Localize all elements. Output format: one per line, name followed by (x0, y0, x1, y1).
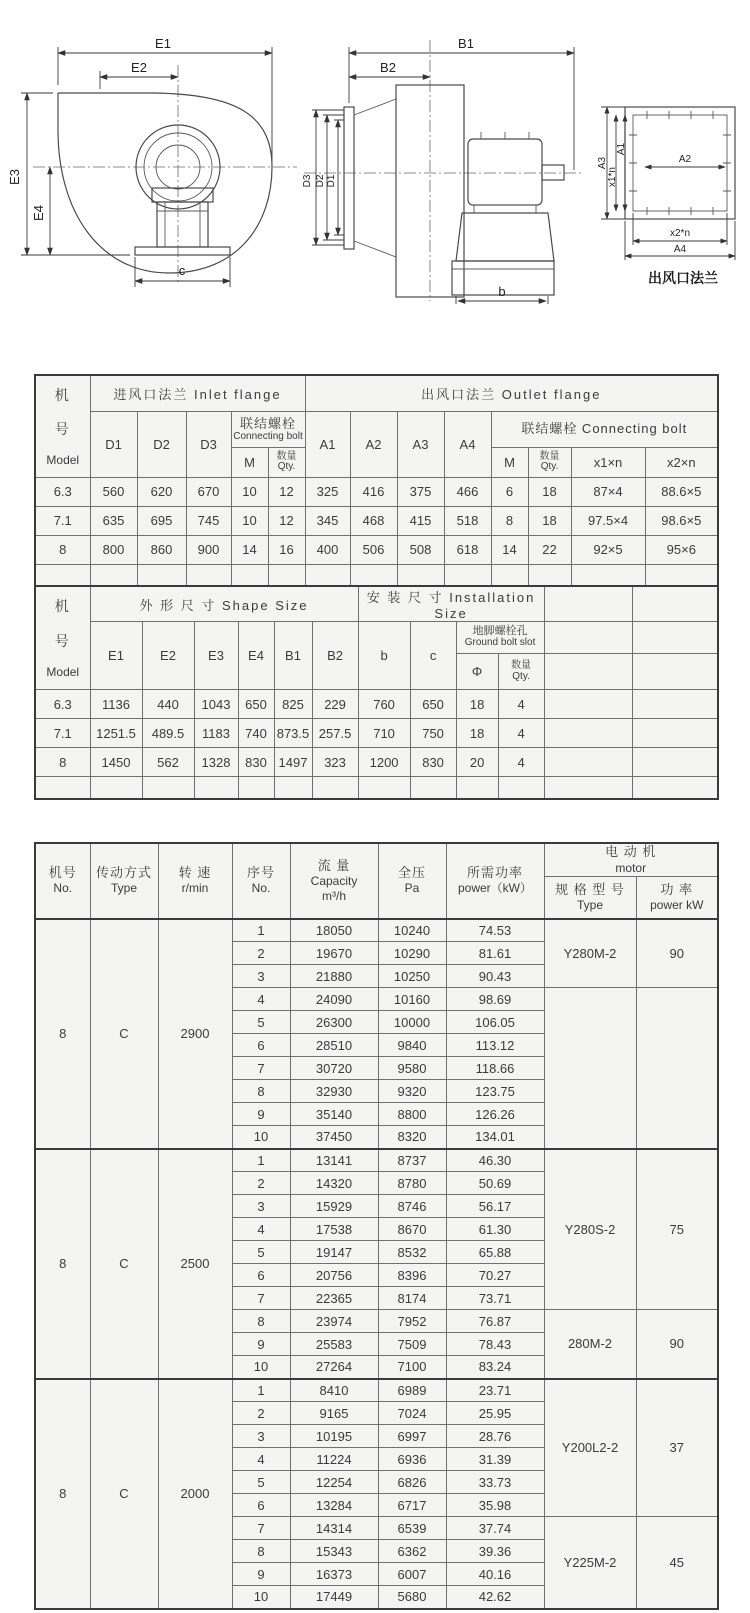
table-row (35, 586, 718, 622)
motor-type-cell: 280M-2 (544, 1310, 636, 1379)
model-header: 机 号 Model (35, 586, 90, 690)
col-header-capacity: 流 量 Capacity m³/h (290, 843, 378, 919)
table-row (35, 622, 718, 654)
empty-cell (544, 654, 632, 690)
group-speed: 2900 (158, 919, 232, 1149)
motor-type-cell (544, 988, 636, 1149)
col-header-a3: A3 (397, 411, 444, 477)
shape-size-header: 外 形 尺 寸 Shape Size (90, 586, 358, 622)
empty-row (35, 564, 718, 586)
table-row: 7.1 1251.5 489.5 1183 740 873.5 257.5 710 750 18 4 (35, 719, 718, 748)
table-row (35, 411, 718, 447)
dim-label-a3: A3 (597, 156, 608, 170)
fan-side-view-drawing (5, 15, 300, 315)
dim-label-e3: E3 (7, 169, 22, 185)
col-header-power: 所需功率 power（kW） (446, 843, 544, 919)
fan-front-view-drawing (296, 15, 586, 305)
col-header-x1n: x1×n (571, 447, 645, 477)
empty-cell (632, 586, 718, 622)
table-row: 6 13284 6717 35.98 (35, 1494, 718, 1517)
col-header-drive-type: 传动方式 Type (90, 843, 158, 919)
col-header-b: b (358, 622, 410, 690)
shape-installation-size-table (34, 585, 719, 800)
motor-type-cell: Y280S-2 (544, 1149, 636, 1310)
dim-label-e4: E4 (31, 205, 46, 221)
group-speed: 2500 (158, 1149, 232, 1379)
col-header-m-inlet: M (231, 447, 268, 477)
col-header-e3: E3 (194, 622, 238, 690)
col-header-m-outlet: M (491, 447, 528, 477)
table-row: 6 28510 9840 113.12 (35, 1034, 718, 1057)
outlet-flange-caption: 出风口法兰 (648, 270, 718, 286)
dim-label-a4: A4 (673, 244, 687, 255)
motor-kw-cell (636, 988, 718, 1149)
motor-kw-cell: 90 (636, 1310, 718, 1379)
col-header-seq: 序号 No. (232, 843, 290, 919)
dim-label-x2n: x2*n (669, 228, 691, 239)
ground-bolt-slot-header: 地脚螺栓孔 Ground bolt slot (456, 622, 544, 654)
table-row: 9 16373 6007 40.16 (35, 1563, 718, 1586)
empty-cell (632, 622, 718, 654)
outlet-flange-drawing (595, 85, 747, 290)
col-header-d3: D3 (186, 411, 231, 477)
col-header-motor-power: 功 率 power kW (636, 877, 718, 919)
outlet-flange-header: 出风口法兰 Outlet flange (305, 375, 718, 411)
col-header-a4: A4 (444, 411, 491, 477)
col-header-e4: E4 (238, 622, 274, 690)
inlet-outlet-flange-table (34, 374, 719, 587)
col-header-c: c (410, 622, 456, 690)
table-row: 3 21880 10250 90.43 (35, 965, 718, 988)
table-row: 8 15343 6362 39.36 (35, 1540, 718, 1563)
group-type: C (90, 919, 158, 1149)
table-row: 10 37450 8320 134.01 (35, 1126, 718, 1149)
dim-label-b: b (498, 284, 506, 299)
dim-label-e1: E1 (155, 36, 171, 51)
col-header-speed: 转 速 r/min (158, 843, 232, 919)
col-header-d1: D1 (90, 411, 137, 477)
dim-label-c: c (178, 263, 186, 278)
col-header-motor-type: 规 格 型 号 Type (544, 877, 636, 919)
table-row: 5 12254 6826 33.73 (35, 1471, 718, 1494)
motor-header: 电 动 机 motor (544, 843, 718, 877)
col-header-b2: B2 (312, 622, 358, 690)
group-speed: 2000 (158, 1379, 232, 1609)
dim-label-d3: D3 (302, 174, 313, 188)
empty-cell (544, 586, 632, 622)
dim-label-d2: D2 (315, 174, 326, 188)
table-row: 2 14320 8780 50.69 (35, 1172, 718, 1195)
installation-size-header: 安 装 尺 寸 Installation Size (358, 586, 544, 622)
col-header-e2: E2 (142, 622, 194, 690)
table-row: 4 11224 6936 31.39 (35, 1448, 718, 1471)
table-row: 8 1450 562 1328 830 1497 323 1200 830 20 4 (35, 748, 718, 777)
table-row: 6.3 1136 440 1043 650 825 229 760 650 18 4 (35, 690, 718, 719)
connecting-bolt-header-outlet: 联结螺栓 Connecting bolt (491, 411, 718, 447)
col-header-a2: A2 (350, 411, 397, 477)
col-header-x2n: x2×n (645, 447, 718, 477)
inlet-flange-header: 进风口法兰 Inlet flange (90, 375, 305, 411)
dim-label-x1n: x1*n (607, 166, 618, 188)
table-row: 9 35140 8800 126.26 (35, 1103, 718, 1126)
table-row: 10 17449 5680 42.62 (35, 1586, 718, 1609)
table-row: 4 24090 10160 98.69 (35, 988, 718, 1011)
motor-kw-cell: 75 (636, 1149, 718, 1310)
col-header-qty-inlet: 数量 Qty. (268, 447, 305, 477)
col-header-e1: E1 (90, 622, 142, 690)
col-header-b1: B1 (274, 622, 312, 690)
col-header-qty: 数量 Qty. (498, 654, 544, 690)
col-header-qty-outlet: 数量 Qty. (528, 447, 571, 477)
table-row: 8 800 860 900 14 16 400 506 508 618 14 22 92×5 95×6 (35, 535, 718, 564)
motor-kw-cell: 37 (636, 1379, 718, 1517)
table-row: 7 22365 8174 73.71 (35, 1287, 718, 1310)
connecting-bolt-header-inlet: 联结螺栓 Connecting bolt (231, 411, 305, 447)
table-row: 8 C 2900 1 18050 10240 74.53 Y280M-2 90 (35, 919, 718, 942)
col-header-phi: Φ (456, 654, 498, 690)
table-row: 3 10195 6997 28.76 (35, 1425, 718, 1448)
dim-label-d1: D1 (326, 174, 337, 188)
table-row: 8 23974 7952 76.87 280M-2 90 (35, 1310, 718, 1333)
table-row: 5 26300 10000 106.05 (35, 1011, 718, 1034)
empty-cell (632, 654, 718, 690)
group-no: 8 (35, 1149, 90, 1379)
group-type: C (90, 1149, 158, 1379)
table-row: 10 27264 7100 83.24 (35, 1356, 718, 1379)
table-row: 8 32930 9320 123.75 (35, 1080, 718, 1103)
group-no: 8 (35, 1379, 90, 1609)
group-type: C (90, 1379, 158, 1609)
table-row: 7.1 635 695 745 10 12 345 468 415 518 8 18 97.5×4 98.6×5 (35, 506, 718, 535)
col-header-pressure: 全压 Pa (378, 843, 446, 919)
motor-kw-cell: 90 (636, 919, 718, 988)
dim-label-a2: A2 (678, 154, 692, 165)
model-header: 机 号 Model (35, 375, 90, 477)
performance-table (34, 842, 719, 1610)
table-row: 4 17538 8670 61.30 (35, 1218, 718, 1241)
table-row: 7 14314 6539 37.74 Y225M-2 45 (35, 1517, 718, 1540)
table-row: 6.3 560 620 670 10 12 325 416 375 466 6 18 87×4 88.6×5 (35, 477, 718, 506)
technical-drawings (0, 0, 750, 340)
motor-kw-cell: 45 (636, 1517, 718, 1609)
table-row: 8 C 2500 1 13141 8737 46.30 Y280S-2 75 (35, 1149, 718, 1172)
dim-label-a1: A1 (616, 142, 627, 156)
table-row (35, 843, 718, 877)
table-row: 3 15929 8746 56.17 (35, 1195, 718, 1218)
table-row: 7 30720 9580 118.66 (35, 1057, 718, 1080)
table-row: 5 19147 8532 65.88 (35, 1241, 718, 1264)
dim-label-b2: B2 (380, 60, 396, 75)
table-row: 6 20756 8396 70.27 (35, 1264, 718, 1287)
empty-cell (544, 622, 632, 654)
table-row: 2 19670 10290 81.61 (35, 942, 718, 965)
motor-type-cell: Y200L2-2 (544, 1379, 636, 1517)
motor-type-cell: Y280M-2 (544, 919, 636, 988)
group-no: 8 (35, 919, 90, 1149)
table-row: 8 C 2000 1 8410 6989 23.71 Y200L2-2 37 (35, 1379, 718, 1402)
table-row (35, 375, 718, 411)
dim-label-b1: B1 (458, 36, 474, 51)
dim-label-e2: E2 (131, 60, 147, 75)
table-row: 2 9165 7024 25.95 (35, 1402, 718, 1425)
col-header-no: 机号 No. (35, 843, 90, 919)
col-header-d2: D2 (137, 411, 186, 477)
motor-type-cell: Y225M-2 (544, 1517, 636, 1609)
table-row: 9 25583 7509 78.43 (35, 1333, 718, 1356)
empty-row (35, 777, 718, 799)
col-header-a1: A1 (305, 411, 350, 477)
